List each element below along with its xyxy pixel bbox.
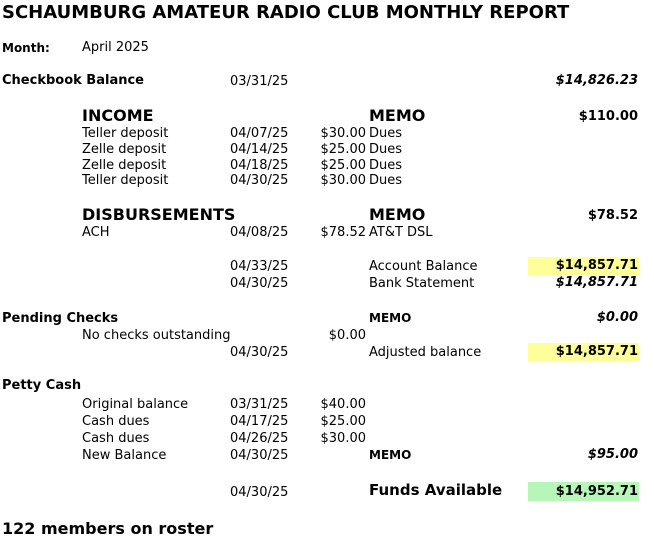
adjusted-balance-label: Adjusted balance [369,345,482,360]
disbursement-row-amount: $78.52 [320,225,366,240]
funds-available-amount: $14,952.71 [555,484,638,499]
month-label: Month: [2,41,50,55]
petty-cash-row-amount: $40.00 [320,397,366,412]
income-row-memo: Dues [369,173,403,188]
report-title: SCHAUMBURG AMATEUR RADIO CLUB MONTHLY REPORT [2,2,570,23]
bank-statement-date: 04/30/25 [230,276,289,291]
income-row-amount: $25.00 [320,142,366,157]
petty-cash-row-desc: Cash dues [82,414,150,429]
income-row-desc: Zelle deposit [82,158,167,173]
income-row-desc: Teller deposit [82,126,169,141]
income-heading: INCOME [82,106,154,125]
income-row-amount: $30.00 [320,126,366,141]
petty-cash-memo-heading: MEMO [369,448,412,462]
petty-cash-row-date: 04/26/25 [230,431,289,446]
checkbook-balance-amount: $14,826.23 [555,73,638,88]
disbursement-row-memo: AT&T DSL [369,225,433,240]
petty-cash-row-desc: Original balance [82,397,189,412]
petty-cash-row-date: 03/31/25 [230,397,289,412]
petty-cash-new-balance-date: 04/30/25 [230,448,289,463]
disbursements-heading: DISBURSEMENTS [82,205,236,224]
checkbook-balance-label: Checkbook Balance [2,73,144,88]
disbursements-total: $78.52 [587,208,638,223]
adjusted-balance-date: 04/30/25 [230,345,289,360]
funds-available-date: 04/30/25 [230,485,289,500]
petty-cash-row-date: 04/17/25 [230,414,289,429]
petty-cash-row-amount: $25.00 [320,414,366,429]
income-row-date: 04/30/25 [230,173,289,188]
petty-cash-new-balance-label: New Balance [82,448,167,463]
funds-available-label: Funds Available [369,481,503,499]
pending-total: $0.00 [596,310,638,325]
checkbook-balance-date: 03/31/25 [230,74,289,89]
account-balance-date: 04/33/25 [230,259,289,274]
account-balance-label: Account Balance [369,259,478,274]
disbursement-row-desc: ACH [82,225,110,240]
pending-note: No checks outstanding [82,328,231,343]
petty-cash-new-balance-amount: $95.00 [587,447,638,462]
bank-statement-amount: $14,857.71 [555,275,638,290]
adjusted-balance-amount: $14,857.71 [555,344,638,359]
petty-cash-row-amount: $30.00 [320,431,366,446]
income-total: $110.00 [578,109,638,124]
income-row-date: 04/07/25 [230,126,289,141]
account-balance-amount: $14,857.71 [555,258,638,273]
income-row-memo: Dues [369,142,403,157]
income-row-amount: $25.00 [320,158,366,173]
pending-note-amount: $0.00 [328,328,366,343]
disbursement-row-date: 04/08/25 [230,225,289,240]
petty-cash-label: Petty Cash [2,378,82,393]
bank-statement-label: Bank Statement [369,276,475,291]
disbursements-memo-heading: MEMO [369,205,426,224]
month-value: April 2025 [82,40,149,55]
petty-cash-row-desc: Cash dues [82,431,150,446]
pending-memo-heading: MEMO [369,311,412,325]
income-row-desc: Teller deposit [82,173,169,188]
income-row-amount: $30.00 [320,173,366,188]
income-row-memo: Dues [369,158,403,173]
income-memo-heading: MEMO [369,106,426,125]
income-row-desc: Zelle deposit [82,142,167,157]
income-row-date: 04/14/25 [230,142,289,157]
pending-checks-label: Pending Checks [2,311,119,326]
income-row-date: 04/18/25 [230,158,289,173]
income-row-memo: Dues [369,126,403,141]
members-roster-count: 122 members on roster [2,519,214,538]
